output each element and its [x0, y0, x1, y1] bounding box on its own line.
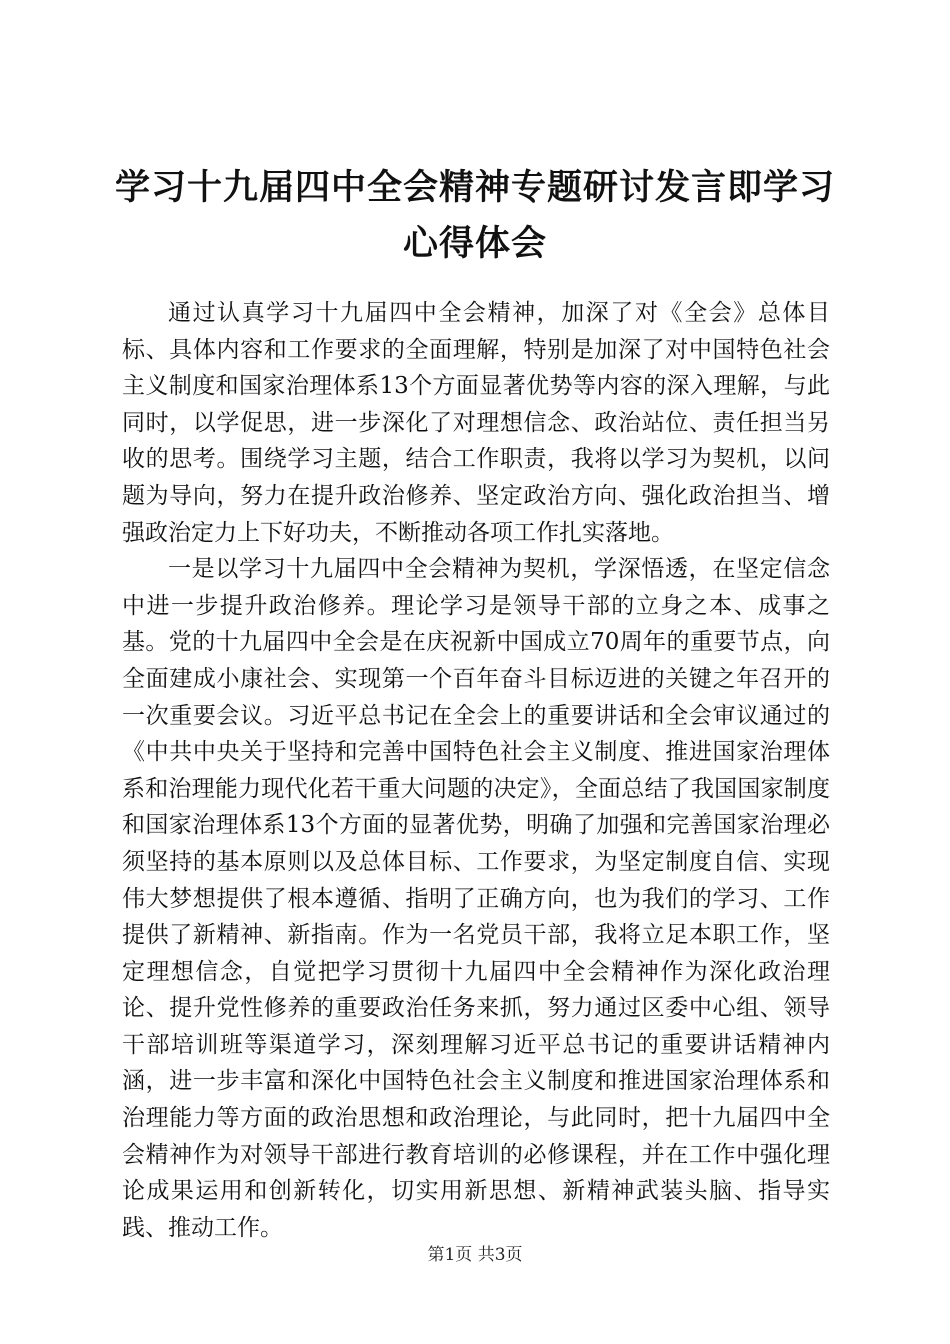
paragraph-point-one: 一是以学习十九届四中全会精神为契机，学深悟透，在坚定信念中进一步提升政治修养。理论学习是领导干部的立身之本、成事之基。党的十九届四中全会是在庆祝新中国成立70周年的重要节点，向全面建成小康社会、实现第一个百年奋斗目标迈进的关键之年召开的一次重要会议。习近平总书记在全会上的重要讲话和全会审议通过的《中共中央关于坚持和完善中国特色社会主义制度、推进国家治理体系和治理能力现代化若干重大问题的决定》，全面总结了我国国家制度和国家治理体系13个方面的显著优势，明确了加强和完善国家治理必须坚持的基本原则以及总体目标、工作要求，为坚定制度自信、实现伟大梦想提供了根本遵循、指明了正确方向，也为我们的学习、工作提供了新精神、新指南。作为一名党员干部，我将立足本职工作，坚定理想信念，自觉把学习贯彻十九届四中全会精神作为深化政治理论、提升党性修养的重要政治任务来抓，努力通过区委中心组、领导干部培训班等渠道学习，深刻理解习近平总书记的重要讲话精神内涵，进一步丰富和深化中国特色社会主义制度和推进国家治理体系和治理能力等方面的政治思想和政治理论，与此同时，把十九届四中全会精神作为对领导干部进行教育培训的必修课程，并在工作中强化理论成果运用和创新转化，切实用新思想、新精神武装头脑、指导实践、推动工作。 — [122, 556, 830, 1241]
document-title — [100, 160, 850, 272]
document-title-line-2: 心得体会 — [402, 223, 547, 264]
paragraph-intro: 通过认真学习十九届四中全会精神，加深了对《全会》总体目标、具体内容和工作要求的全面理解，特别是加深了对中国特色社会主义制度和国家治理体系13个方面显著优势等内容的深入理解，与此同时，以学促思，进一步深化了对理想信念、政治站位、责任担当另收的思考。围绕学习主题，结合工作职责，我将以学习为契机，以问题为导向，努力在提升政治修养、坚定政治方向、强化政治担当、增强政治定力上下好功夫，不断推动各项工作扎实落地。 — [122, 300, 830, 546]
document-title-line-1: 学习十九届四中全会精神专题研讨发言即学习 — [114, 167, 835, 208]
page-number-footer: 第1页 共3页 — [427, 1245, 523, 1265]
document-body — [122, 295, 830, 1246]
